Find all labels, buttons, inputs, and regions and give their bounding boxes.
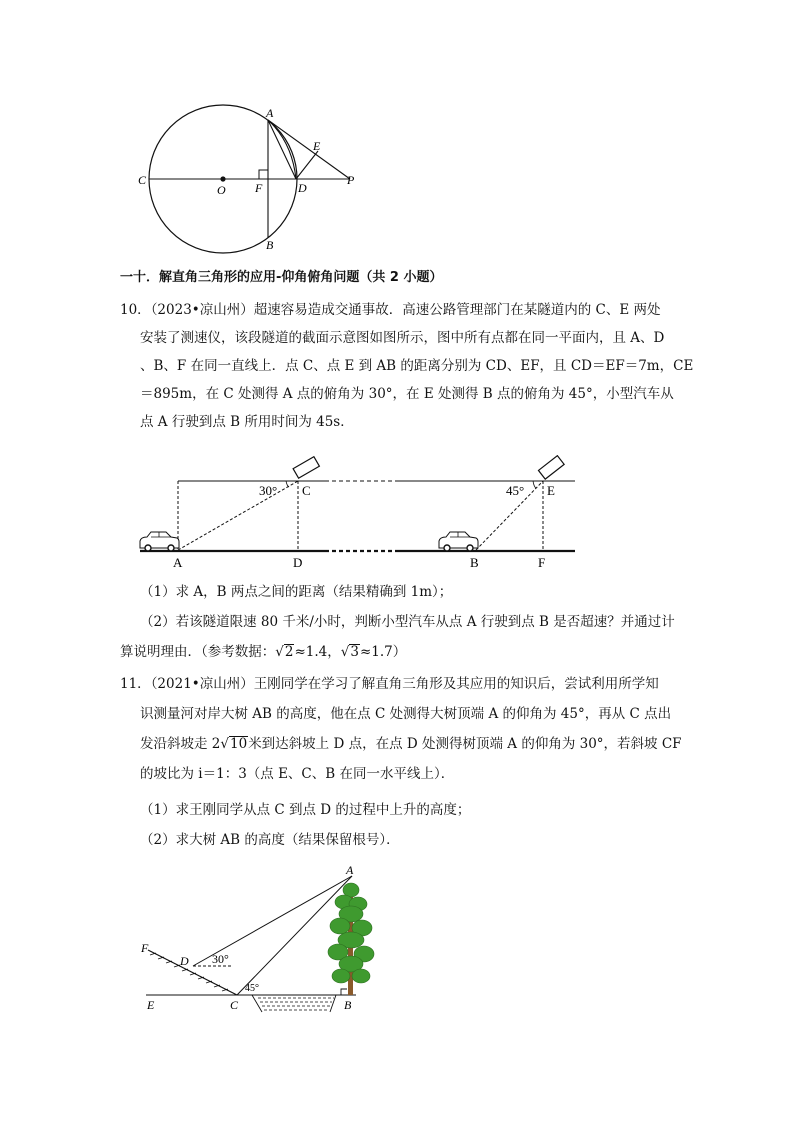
car-b [439,532,478,551]
label-p: P [347,173,355,187]
sqrt-sign: √ [220,736,229,752]
label-d: D [180,954,189,968]
line-de [296,151,318,179]
q10-approx2: ≈1.7） [359,644,407,660]
angle-label-45: 45° [506,483,525,498]
q10-approx1: ≈1.4， [294,644,341,660]
right-angle-mark-f [259,170,268,179]
angle-label-30: 30° [259,483,278,498]
label-a: A [346,863,354,877]
label-b: B [266,238,274,252]
tree-figure [136,860,376,1018]
label-a: A [266,106,274,120]
angle-label-45: 45° [245,983,259,994]
label-c: C [138,173,147,187]
q11-source: （2021•凉山州） [150,676,254,692]
q10-number: 10． [120,302,151,318]
q10-line1-text: 超速容易造成交通事故．高速公路管理部门在某隧道内的 C、E 两处 [253,302,661,318]
label-c: C [230,998,239,1012]
label-f: F [141,941,149,955]
q10-part2-prefix: 算说明理由．（参考数据： [120,644,276,660]
tunnel-figure [134,455,580,573]
q10-line5: 点 A 行驶到点 B 所用时间为 45s． [140,414,354,430]
label-d: D [298,181,307,195]
q11-part1: （1）求王刚同学从点 C 到点 D 的过程中上升的高度； [140,802,471,818]
q10-line1 [120,300,661,320]
label-e: E [147,998,155,1012]
q11-line3-prefix: 发沿斜坡走 2 [140,736,221,752]
line-ad [268,120,296,179]
label-b: B [344,998,352,1012]
q11-part2: （2）求大树 AB 的高度（结果保留根号）． [140,832,400,848]
label-o: O [217,183,226,197]
q11-line1-text: 王刚同学在学习了解直角三角形及其应用的知识后，尝试利用所学知 [253,676,659,692]
q10-part2-line1: （2）若该隧道限速 80 千米/小时，判断小型汽车从点 A 行驶到点 B 是否超速？并通过计 [140,614,675,630]
sight-ca [178,481,298,550]
tangent-ap [268,120,350,179]
circle-figure [130,100,370,260]
q10-part2-line2 [120,642,406,662]
label-c: C [302,483,311,498]
q10-line2: 安装了测速仪，该段隧道的截面示意图如图所示，图中所有点都在同一平面内，且 A、D [140,330,665,346]
sqrt2-radicand: 2 [284,644,294,660]
right-angle-mark-b [341,989,347,995]
tree-foliage [328,883,374,983]
q10-line3: 、B、F 在同一直线上．点 C、点 E 到 AB 的距离分别为 CD、EF，且 CD＝EF＝7m，CE [140,358,694,374]
section-heading: 一十．解直角三角形的应用-仰角俯角问题（共 2 小题） [120,270,443,285]
angle-arc-e [533,481,536,488]
q10-source: （2023•凉山州） [150,302,254,318]
label-b: B [470,555,479,570]
q10-part1: （1）求 A，B 两点之间的距离（结果精确到 1m）； [140,584,453,600]
label-f: F [255,181,263,195]
q11-line3 [140,734,682,754]
river-hatch [258,998,334,1010]
speed-camera-e [538,456,564,479]
label-e: E [313,139,321,153]
sqrt-sign: √ [275,644,284,660]
sqrt-sign: √ [340,644,350,660]
angle-label-30: 30° [212,952,229,966]
q11-number: 11． [120,676,151,692]
center-point-o [220,176,225,181]
car-a [140,532,179,551]
q11-line1 [120,674,659,694]
sqrt10-radicand: 10 [230,736,248,752]
sqrt3-radicand: 3 [350,644,359,660]
label-d: D [293,555,303,570]
label-a: A [173,555,183,570]
q11-line3-rest: 米到达斜坡上 D 点，在点 D 处测得树顶端 A 的仰角为 30°，若斜坡 CF [248,736,682,752]
q11-line4: 的坡比为 i＝1：3（点 E、C、B 在同一水平线上）． [140,766,455,782]
label-f: F [538,555,546,570]
label-e: E [547,483,555,498]
q10-line4: ＝895m，在 C 处测得 A 点的俯角为 30°，在 E 处测得 B 点的俯角为 45°，小型汽车从 [140,386,674,402]
speed-camera-c [293,457,319,479]
q11-line2: 识测量河对岸大树 AB 的高度，他在点 C 处测得大树顶端 A 的仰角为 45°，再从 C 点出 [140,706,672,722]
